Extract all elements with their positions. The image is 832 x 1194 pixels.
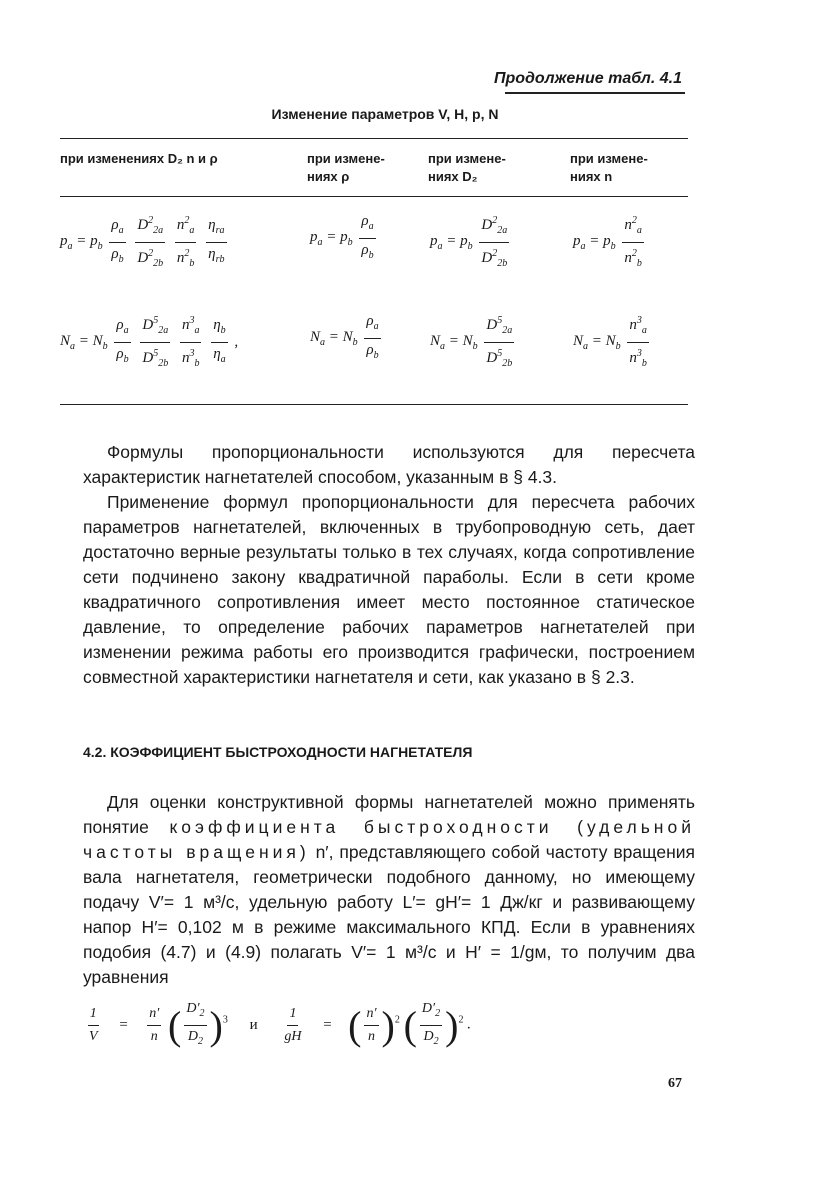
paragraph-specific-speed <box>83 790 695 990</box>
paragraph-proportionality-application <box>83 490 695 690</box>
similarity-equations: $\frac{1}{V}$ = $\frac{n'}{n}$ ( $\frac{D'_2}{D_2}$ )$^3$ и $\frac{1}{gH}$ = ( $\frac{n'}{n}$ )$^2$ ( $\frac{D'_2}{D_2}$ )$^2$ . <box>89 1001 471 1048</box>
and-word: и <box>249 1016 258 1033</box>
formula-n-n: $N_a = N_b$ $\frac{n^3_a}{n^3_b}$ <box>573 312 652 373</box>
paragraph-3-rest: n′, представляющего собой частоту вращения вала нагнетателя, геометрически подобного данному, но имеющему подачу V′= 1 м³/с, удельную работу L′= gH′= 1 Дж/кг и развивающему напор H′= 0,102 м в режиме максимального КПД. Если в уравнениях подобия (4.7) и (4.9) полагать V′= 1 м³/с и H′ = 1/gм, то получим два уравнения <box>83 842 695 987</box>
paragraph-3 <box>83 790 695 990</box>
paragraph-1: Формулы пропорциональности используются для пересчета характеристик нагнетателей способом, указанным в § 4.3. <box>83 442 695 487</box>
formula-n-rho: $N_a = N_b$ $\frac{\rho_a}{\rho_b}$ <box>310 313 379 361</box>
formula-n-d2: $N_a = N_b$ $\frac{D^5_{2a}}{D^5_{2b}}$ <box>430 312 517 373</box>
table-bottom-rule <box>60 404 688 405</box>
table-continuation-label: Продолжение табл. 4.1 <box>493 70 682 87</box>
continuation-underline <box>505 92 685 94</box>
paragraph-3-start: Для оценки конструктивной формы нагнетателей можно применять понятие <box>83 792 695 837</box>
paragraph-2: Применение формул пропорциональности для пересчета рабочих параметров нагнетателей, включенных в трубопроводную сеть, дает достаточно верные результаты только в тех случаях, когда сопротивление сети подчинено закону квадратичной параболы. Если в сети кроме квадратичного сопротивления имеет место постоянное статическое давление, то определение рабочих параметров нагнетателей при изменении режима работы его производится графически, построением совместной характеристики нагнетателя и сети, как указано в § 2.3. <box>83 492 695 687</box>
table-top-rule <box>60 138 688 139</box>
table-caption: Изменение параметров V, H, p, N <box>271 106 499 122</box>
formula-p-n: $p_a = p_b$ $\frac{n^2_a}{n^2_b}$ <box>573 212 647 273</box>
formula-p-all: $p_a = p_b$ $\frac{\rho_a}{\rho_b}$ $\frac{D^2_{2a}}{D^2_{2b}}$ $\frac{n^2_a}{n^2_b}$ $\frac{\eta_{ra}}{\eta_{rb}}$ <box>60 212 230 273</box>
formula-n-all: $N_a = N_b$ $\frac{\rho_a}{\rho_b}$ $\frac{D^5_{2a}}{D^5_{2b}}$ $\frac{n^3_a}{n^3_b}$ $\frac{\eta_b}{\eta_a}$ , <box>60 312 238 373</box>
page-number: 67 <box>668 1076 682 1091</box>
col-header-rho: при измене- ниях ρ <box>307 151 385 184</box>
table-header-rule <box>60 196 688 197</box>
col-header-all: при изменениях D₂ n и ρ <box>60 151 218 166</box>
col-header-d2: при измене- ниях D₂ <box>428 151 506 184</box>
formula-p-d2: $p_a = p_b$ $\frac{D^2_{2a}}{D^2_{2b}}$ <box>430 212 512 273</box>
section-heading: 4.2. КОЭФФИЦИЕНТ БЫСТРОХОДНОСТИ НАГНЕТАТЕЛЯ <box>83 744 473 760</box>
paragraph-proportionality-usage <box>83 440 695 490</box>
formula-p-rho: $p_a = p_b$ $\frac{\rho_a}{\rho_b}$ <box>310 213 374 261</box>
col-header-n: при измене- ниях n <box>570 151 648 184</box>
term-specific-speed: коэффициента быстроходности (удельной частоты вращения) <box>83 817 695 862</box>
